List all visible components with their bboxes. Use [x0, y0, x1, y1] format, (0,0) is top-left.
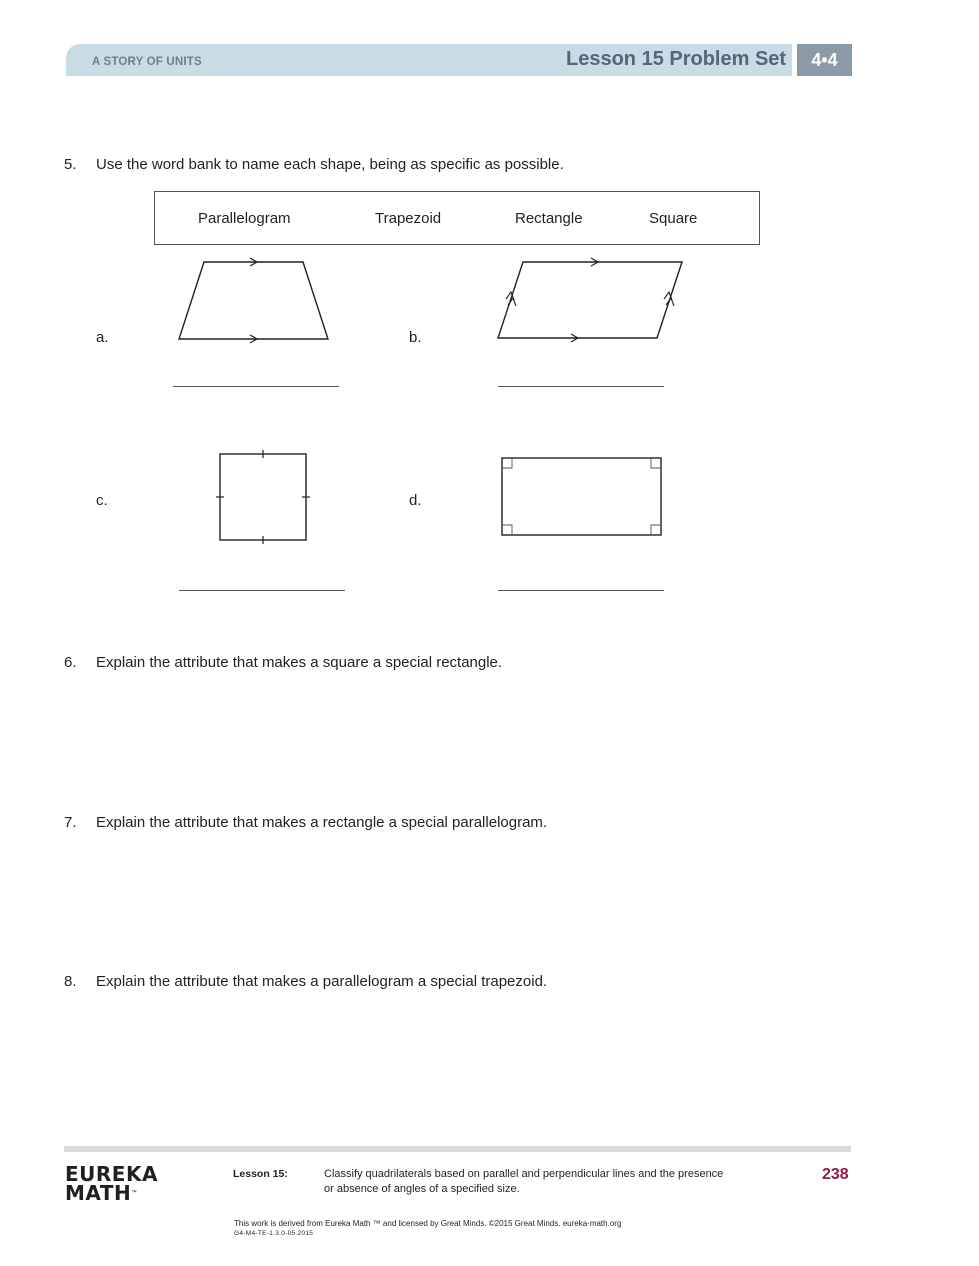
shape-a-trapezoid	[170, 252, 340, 348]
footer-lesson-label: Lesson 15:	[233, 1168, 288, 1180]
answer-line-c[interactable]	[179, 590, 345, 591]
page-number: 238	[822, 1166, 849, 1183]
problem-5-text: Use the word bank to name each shape, being as specific as possible.	[96, 156, 564, 173]
footer-divider	[64, 1146, 851, 1152]
label-d: d.	[409, 492, 422, 509]
shape-b-parallelogram	[490, 252, 690, 348]
grade-module-badge: 4•4	[797, 44, 852, 76]
word-bank-parallelogram: Parallelogram	[198, 210, 291, 227]
problem-6-text: Explain the attribute that makes a square a special rectangle.	[96, 654, 503, 671]
page-title: Lesson 15 Problem Set	[566, 48, 787, 70]
eureka-math-logo	[65, 1162, 158, 1205]
problem-5-number: 5.	[64, 156, 77, 173]
word-bank-rectangle: Rectangle	[515, 210, 583, 227]
problem-8-text: Explain the attribute that makes a parallelogram a special trapezoid.	[96, 973, 548, 990]
series-name: A STORY OF UNITS	[92, 56, 202, 68]
problem-6-number: 6.	[64, 654, 77, 671]
shape-c-square	[210, 445, 320, 549]
label-a: a.	[96, 329, 109, 346]
problem-7-number: 7.	[64, 814, 77, 831]
problem-7-text: Explain the attribute that makes a rectangle a special parallelogram.	[96, 814, 548, 831]
logo-line-1: EUREKA	[65, 1162, 158, 1186]
problem-8-number: 8.	[64, 973, 77, 990]
answer-line-a[interactable]	[173, 386, 339, 387]
word-bank-square: Square	[649, 210, 698, 227]
footer-code: G4-M4-TE-1.3.0-05.2015	[234, 1230, 314, 1237]
footer-credit: This work is derived from Eureka Math ™ and licensed by Great Minds. ©2015 Great Minds. eureka-math.org	[234, 1219, 622, 1228]
label-b: b.	[409, 329, 422, 346]
answer-line-b[interactable]	[498, 386, 664, 387]
footer-lesson-description: Classify quadrilaterals based on parallel and perpendicular lines and the presence or absence of angles of a specified size.	[324, 1168, 724, 1195]
shape-d-rectangle	[495, 450, 670, 544]
logo-trademark: ™	[131, 1190, 138, 1197]
word-bank-trapezoid: Trapezoid	[375, 210, 442, 227]
answer-line-d[interactable]	[498, 590, 664, 591]
label-c: c.	[96, 492, 108, 509]
logo-line-2: MATH	[65, 1181, 132, 1205]
